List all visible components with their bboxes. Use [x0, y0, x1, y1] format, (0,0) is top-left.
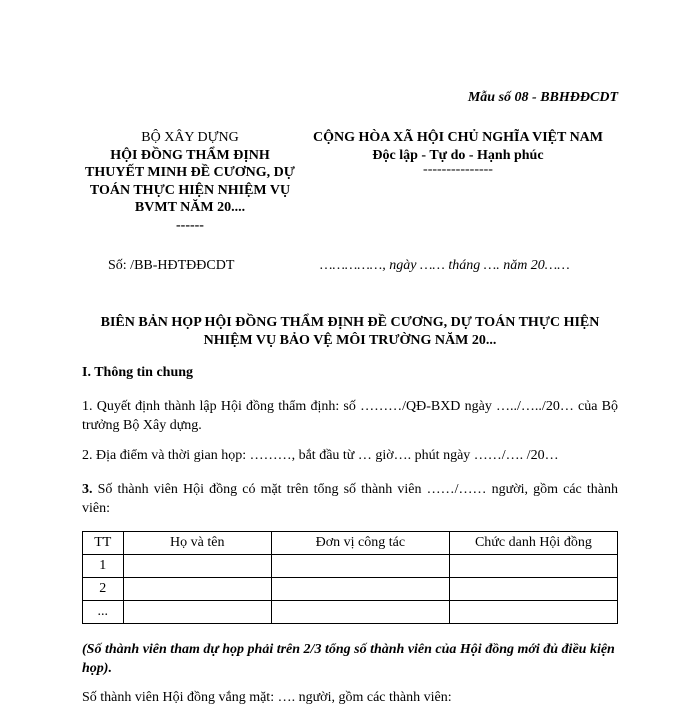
- form-code: Mẫu số 08 - BBHĐĐCDT: [467, 90, 618, 105]
- cell-unit: [271, 578, 449, 601]
- paragraph-decision: 1. Quyết định thành lập Hội đồng thẩm định: số ………/QĐ-BXD ngày …../…../20… của Bộ trưởng Bộ Xây dựng.: [82, 399, 618, 433]
- left-header-separator: ------: [176, 217, 204, 233]
- cell-name: [123, 578, 271, 601]
- cell-unit: [271, 555, 449, 578]
- row-number: 1: [83, 555, 124, 578]
- column-header-name: Họ và tên: [123, 532, 271, 555]
- cell-name: [123, 601, 271, 624]
- members-table: [82, 531, 618, 624]
- document-title: BIÊN BẢN HỌP HỘI ĐỒNG THẨM ĐỊNH ĐỀ CƯƠNG, DỰ TOÁN THỰC HIỆN NHIỆM VỤ BẢO VỆ MÔI TRƯỜNG NĂM 20...: [100, 315, 600, 348]
- document-number: Số: /BB-HĐTĐĐCDT: [108, 258, 235, 273]
- table-row: [83, 601, 618, 624]
- table-row: [83, 578, 618, 601]
- paragraph-location-time: 2. Địa điểm và thời gian họp: ………, bắt đầu từ … giờ…. phút ngày ……/…. /20…: [82, 448, 559, 463]
- cell-name: [123, 555, 271, 578]
- paragraph-number: 3.: [82, 482, 93, 497]
- place-and-date: ……………, ngày …… tháng …. năm 20……: [320, 258, 570, 273]
- row-number: 2: [83, 578, 124, 601]
- cell-unit: [271, 601, 449, 624]
- issuing-authority: [82, 129, 298, 234]
- national-header: [288, 129, 628, 176]
- quorum-note: (Số thành viên tham dự họp phải trên 2/3 tổng số thành viên của Hội đồng mới đủ điều kiện họp).: [82, 642, 615, 676]
- council-name: HỘI ĐỒNG THẨM ĐỊNH THUYẾT MINH ĐỀ CƯƠNG, DỰ TOÁN THỰC HIỆN NHIỆM VỤ BVMT NĂM 20....: [85, 147, 295, 215]
- cell-role: [449, 555, 617, 578]
- right-header-separator: ---------------: [423, 162, 493, 177]
- paragraph-members-present: [82, 480, 618, 518]
- table-row: [83, 555, 618, 578]
- nation-name: CỘNG HÒA XÃ HỘI CHỦ NGHĨA VIỆT NAM: [312, 130, 603, 145]
- cell-role: [449, 578, 617, 601]
- paragraph-members-text: Số thành viên Hội đồng có mặt trên tổng số thành viên ……/…… người, gồm các thành viên:: [82, 482, 618, 516]
- row-number: ...: [83, 601, 124, 624]
- column-header-role: Chức danh Hội đồng: [449, 532, 617, 555]
- cell-role: [449, 601, 617, 624]
- national-motto: Độc lập - Tự do - Hạnh phúc: [372, 147, 544, 163]
- paragraph-members-absent: Số thành viên Hội đồng vắng mặt: …. người, gồm các thành viên:: [82, 690, 452, 705]
- column-header-unit: Đơn vị công tác: [271, 532, 449, 555]
- column-header-tt: TT: [83, 532, 124, 555]
- table-header-row: [83, 532, 618, 555]
- section-heading-general-info: I. Thông tin chung: [82, 365, 194, 380]
- ministry-name: BỘ XÂY DỰNG: [141, 130, 239, 145]
